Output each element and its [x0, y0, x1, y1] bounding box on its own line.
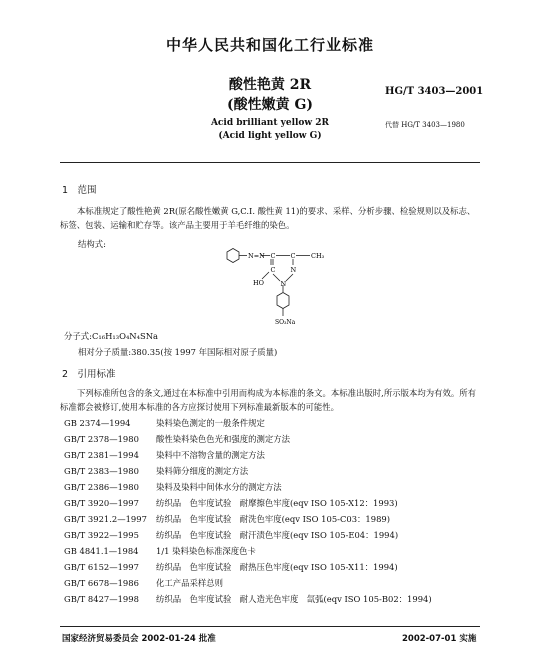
reference-item [64, 433, 290, 445]
english-title-alias: (Acid light yellow G) [218, 131, 322, 141]
reference-code: GB/T 2383—1980 [64, 466, 139, 476]
methyl-label: CH₃ [311, 252, 325, 260]
reference-item [64, 497, 398, 509]
references-intro: 下列标准所包含的条文,通过在本标准中引用而构成为本标准的条文。本标准出版时,所示版本均为有效。所有标准都会被修订,使用本标准的各方应探讨使用下列标准最新版本的可能性。 [60, 388, 476, 412]
reference-title: 纺织品 色牢度试验 耐热压色牢度(eqv ISO 105-X11：1994) [156, 562, 398, 572]
reference-code: GB/T 2378—1980 [64, 434, 139, 444]
header-divider [60, 162, 480, 163]
carbon-label-1: C [270, 252, 276, 260]
carbon-label-3: C [270, 266, 276, 274]
reference-code: GB/T 8427—1998 [64, 594, 139, 604]
azo-label: N=N [248, 252, 265, 260]
scope-paragraph: 本标准规定了酸性艳黄 2R(原名酸性嫩黄 G,C.I. 酸性黄 11)的要求、采样、分析步骤、检验规则以及标志、标签、包装、运输和贮存等。该产品主要用于羊毛纤维的染色。 [60, 206, 476, 230]
issuing-authority-title: 中华人民共和国化工行业标准 [165, 36, 374, 54]
reference-title: 纺织品 色牢度试验 耐洗色牢度(eqv ISO 105-C03：1989) [156, 514, 391, 524]
reference-item [64, 577, 223, 589]
bond-n1-n2 [286, 274, 293, 281]
nitrogen-label-1: N [290, 266, 297, 274]
reference-item [64, 417, 265, 429]
structure-label: 结构式: [78, 239, 106, 249]
reference-item [64, 465, 248, 477]
reference-title: 化工产品采样总则 [156, 578, 223, 588]
nitrogen-label-2: N [280, 280, 287, 288]
reference-code: GB/T 2386—1980 [64, 482, 139, 492]
reference-code: GB/T 6678—1986 [64, 578, 139, 588]
approval-date: 国家经济贸易委员会 2002-01-24 批准 [62, 634, 216, 644]
reference-item [64, 561, 398, 573]
sulfonate-label: SO₃Na [275, 319, 296, 326]
replaces-standard: 代替 HG/T 3403—1980 [385, 121, 465, 129]
english-title: Acid brilliant yellow 2R [210, 118, 330, 128]
reference-title: 纺织品 色牢度试验 耐汗渍色牢度(eqv ISO 105-E04：1994) [156, 530, 399, 540]
document-title-alias: (酸性嫩黄 G) [226, 97, 314, 113]
reference-title: 染料染色测定的一般条件规定 [156, 418, 265, 428]
footer-divider [60, 626, 480, 627]
bond-c3-n2 [273, 274, 280, 281]
hydroxy-label: HO [253, 279, 264, 287]
reference-code: GB/T 2381—1994 [64, 450, 139, 460]
molecular-mass: 相对分子质量:380.35(按 1997 年国际相对原子质量) [78, 347, 278, 357]
reference-title: 染料中不溶物含量的测定方法 [156, 450, 265, 460]
effective-date: 2002-07-01 实施 [402, 634, 477, 644]
sulfophenyl-ring [277, 293, 289, 309]
carbon-label-2: C [290, 252, 296, 260]
standard-number: HG/T 3403—2001 [385, 86, 484, 97]
reference-code: GB/T 3921.2—1997 [64, 514, 147, 524]
molecular-formula: 分子式:C₁₆H₁₃O₄N₄SNa [64, 331, 159, 341]
phenyl-ring [227, 249, 239, 263]
reference-item [64, 513, 390, 525]
section-1-heading: 1 范围 [62, 185, 97, 196]
section-2-heading: 2 引用标准 [62, 369, 116, 380]
reference-title: 染料及染料中间体水分的测定方法 [156, 482, 282, 492]
document-title: 酸性艳黄 2R [228, 77, 312, 93]
reference-item [64, 545, 256, 557]
reference-item [64, 481, 282, 493]
reference-item [64, 529, 398, 541]
reference-title: 染料筛分细度的测定方法 [156, 466, 249, 476]
bond-c3-hydroxy [262, 272, 269, 279]
reference-code: GB/T 3920—1997 [64, 498, 139, 508]
reference-item [64, 593, 432, 605]
reference-title: 纺织品 色牢度试验 耐摩擦色牢度(eqv ISO 105-X12：1993) [156, 498, 398, 508]
reference-code: GB/T 6152—1997 [64, 562, 139, 572]
reference-item [64, 449, 265, 461]
reference-code: GB 2374—1994 [64, 418, 131, 428]
reference-title: 酸性染料染色色光和强度的测定方法 [156, 434, 290, 444]
reference-code: GB 4841.1—1984 [64, 546, 139, 556]
reference-title: 1/1 染料染色标准深度色卡 [156, 546, 256, 556]
structural-formula-diagram [220, 248, 350, 330]
reference-title: 纺织品 色牢度试验 耐人造光色牢度 氙弧(eqv ISO 105-B02：1994) [156, 594, 432, 604]
reference-code: GB/T 3922—1995 [64, 530, 139, 540]
